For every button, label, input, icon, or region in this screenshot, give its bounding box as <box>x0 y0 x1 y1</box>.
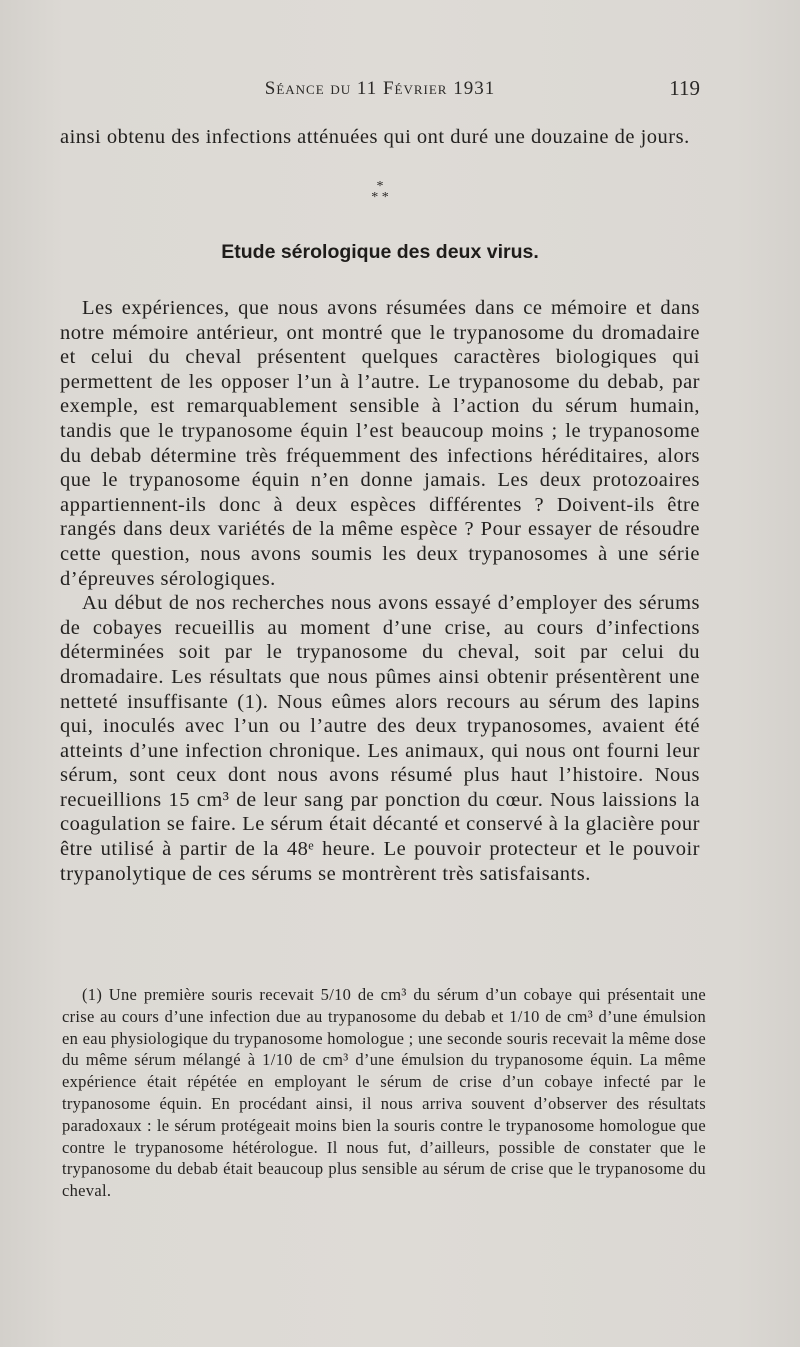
page-number: 119 <box>669 76 700 100</box>
footnote-text: (1) Une première souris recevait 5/10 de cm³ du sérum d’un cobaye qui présentait une crise au cours d’une infection due au trypanosome du debab et 1/10 de cm³ d’une émulsion en eau physiologique du trypanosome homologue ; une seconde souris recevait la même dose du même sérum mélangé à 1/10 de cm³ d’une émulsion du trypanosome équin. La même expérience était répétée en employant le sérum de crise d’un cobaye infecté par le trypanosome équin. En procédant ainsi, il nous arriva souvent d’observer des résultats paradoxaux : le sérum protégeait moins bien la souris contre le trypanosome homologue que contre le trypanosome hétérologue. Il nous fut, d’ailleurs, possible de constater que le trypanosome du debab était beaucoup plus sensible au sérum de crise que le trypanosome du cheval. <box>62 985 706 1201</box>
asterism-separator <box>340 181 420 203</box>
running-title: Séance du 11 Février 1931 <box>264 78 496 99</box>
asterism-top: * <box>376 179 384 194</box>
paragraph: Les expériences, que nous avons résumées dans ce mémoire et dans notre mémoire antérieur, ont montré que le trypanosome du dromadaire et celui du cheval présentent quelques caractères biologiques qui permettent de les opposer l’un à l’autre. Le trypanosome du debab, par exemple, est remarquablement sensible à l’action du sérum humain, tandis que le trypanosome équin l’est beaucoup moins ; le trypanosome du debab détermine très fréquemment des infections héréditaires, alors que le trypanosome équin n’en donne jamais. Les deux protozoaires appartiennent-ils donc à deux espèces différentes ? Doivent-ils être rangés dans deux variétés de la même espèce ? Pour essayer de résoudre cette question, nous avons soumis les deux trypanosomes à une série d’épreuves sérologiques. <box>60 297 700 590</box>
section-heading: Etude sérologique des deux virus. <box>221 241 539 263</box>
footnote <box>62 984 706 1202</box>
body-text <box>60 296 700 886</box>
asterism-bottom: * * <box>371 190 389 205</box>
continued-paragraph <box>60 125 700 150</box>
paragraph-text: ainsi obtenu des infections atténuées qui ont duré une douzaine de jours. <box>60 126 690 148</box>
running-head <box>60 74 700 102</box>
paragraph: Au début de nos recherches nous avons essayé d’employer des sérums de cobayes recueillis au moment d’une crise, au cours d’infections déterminées soit par le trypanosome du cheval, soit par celui du dromadaire. Les résultats que nous pûmes ainsi obtenir présentèrent une netteté insuffisante (1). Nous eûmes alors recours au sérum des lapins qui, inoculés avec l’un ou l’autre des deux trypanosomes, avaient été atteints d’une infection chronique. Les animaux, qui nous ont fourni leur sérum, sont ceux dont nous avons résumé plus haut l’histoire. Nous recueillions 15 cm³ de leur sang par ponction du cœur. Nous laissions la coagulation se faire. Le sérum était décanté et conservé à la glacière pour être utilisé à partir de la 48ᵉ heure. Le pouvoir protecteur et le pouvoir trypanolytique de ces sérums se montrèrent très satisfaisants. <box>60 592 700 885</box>
